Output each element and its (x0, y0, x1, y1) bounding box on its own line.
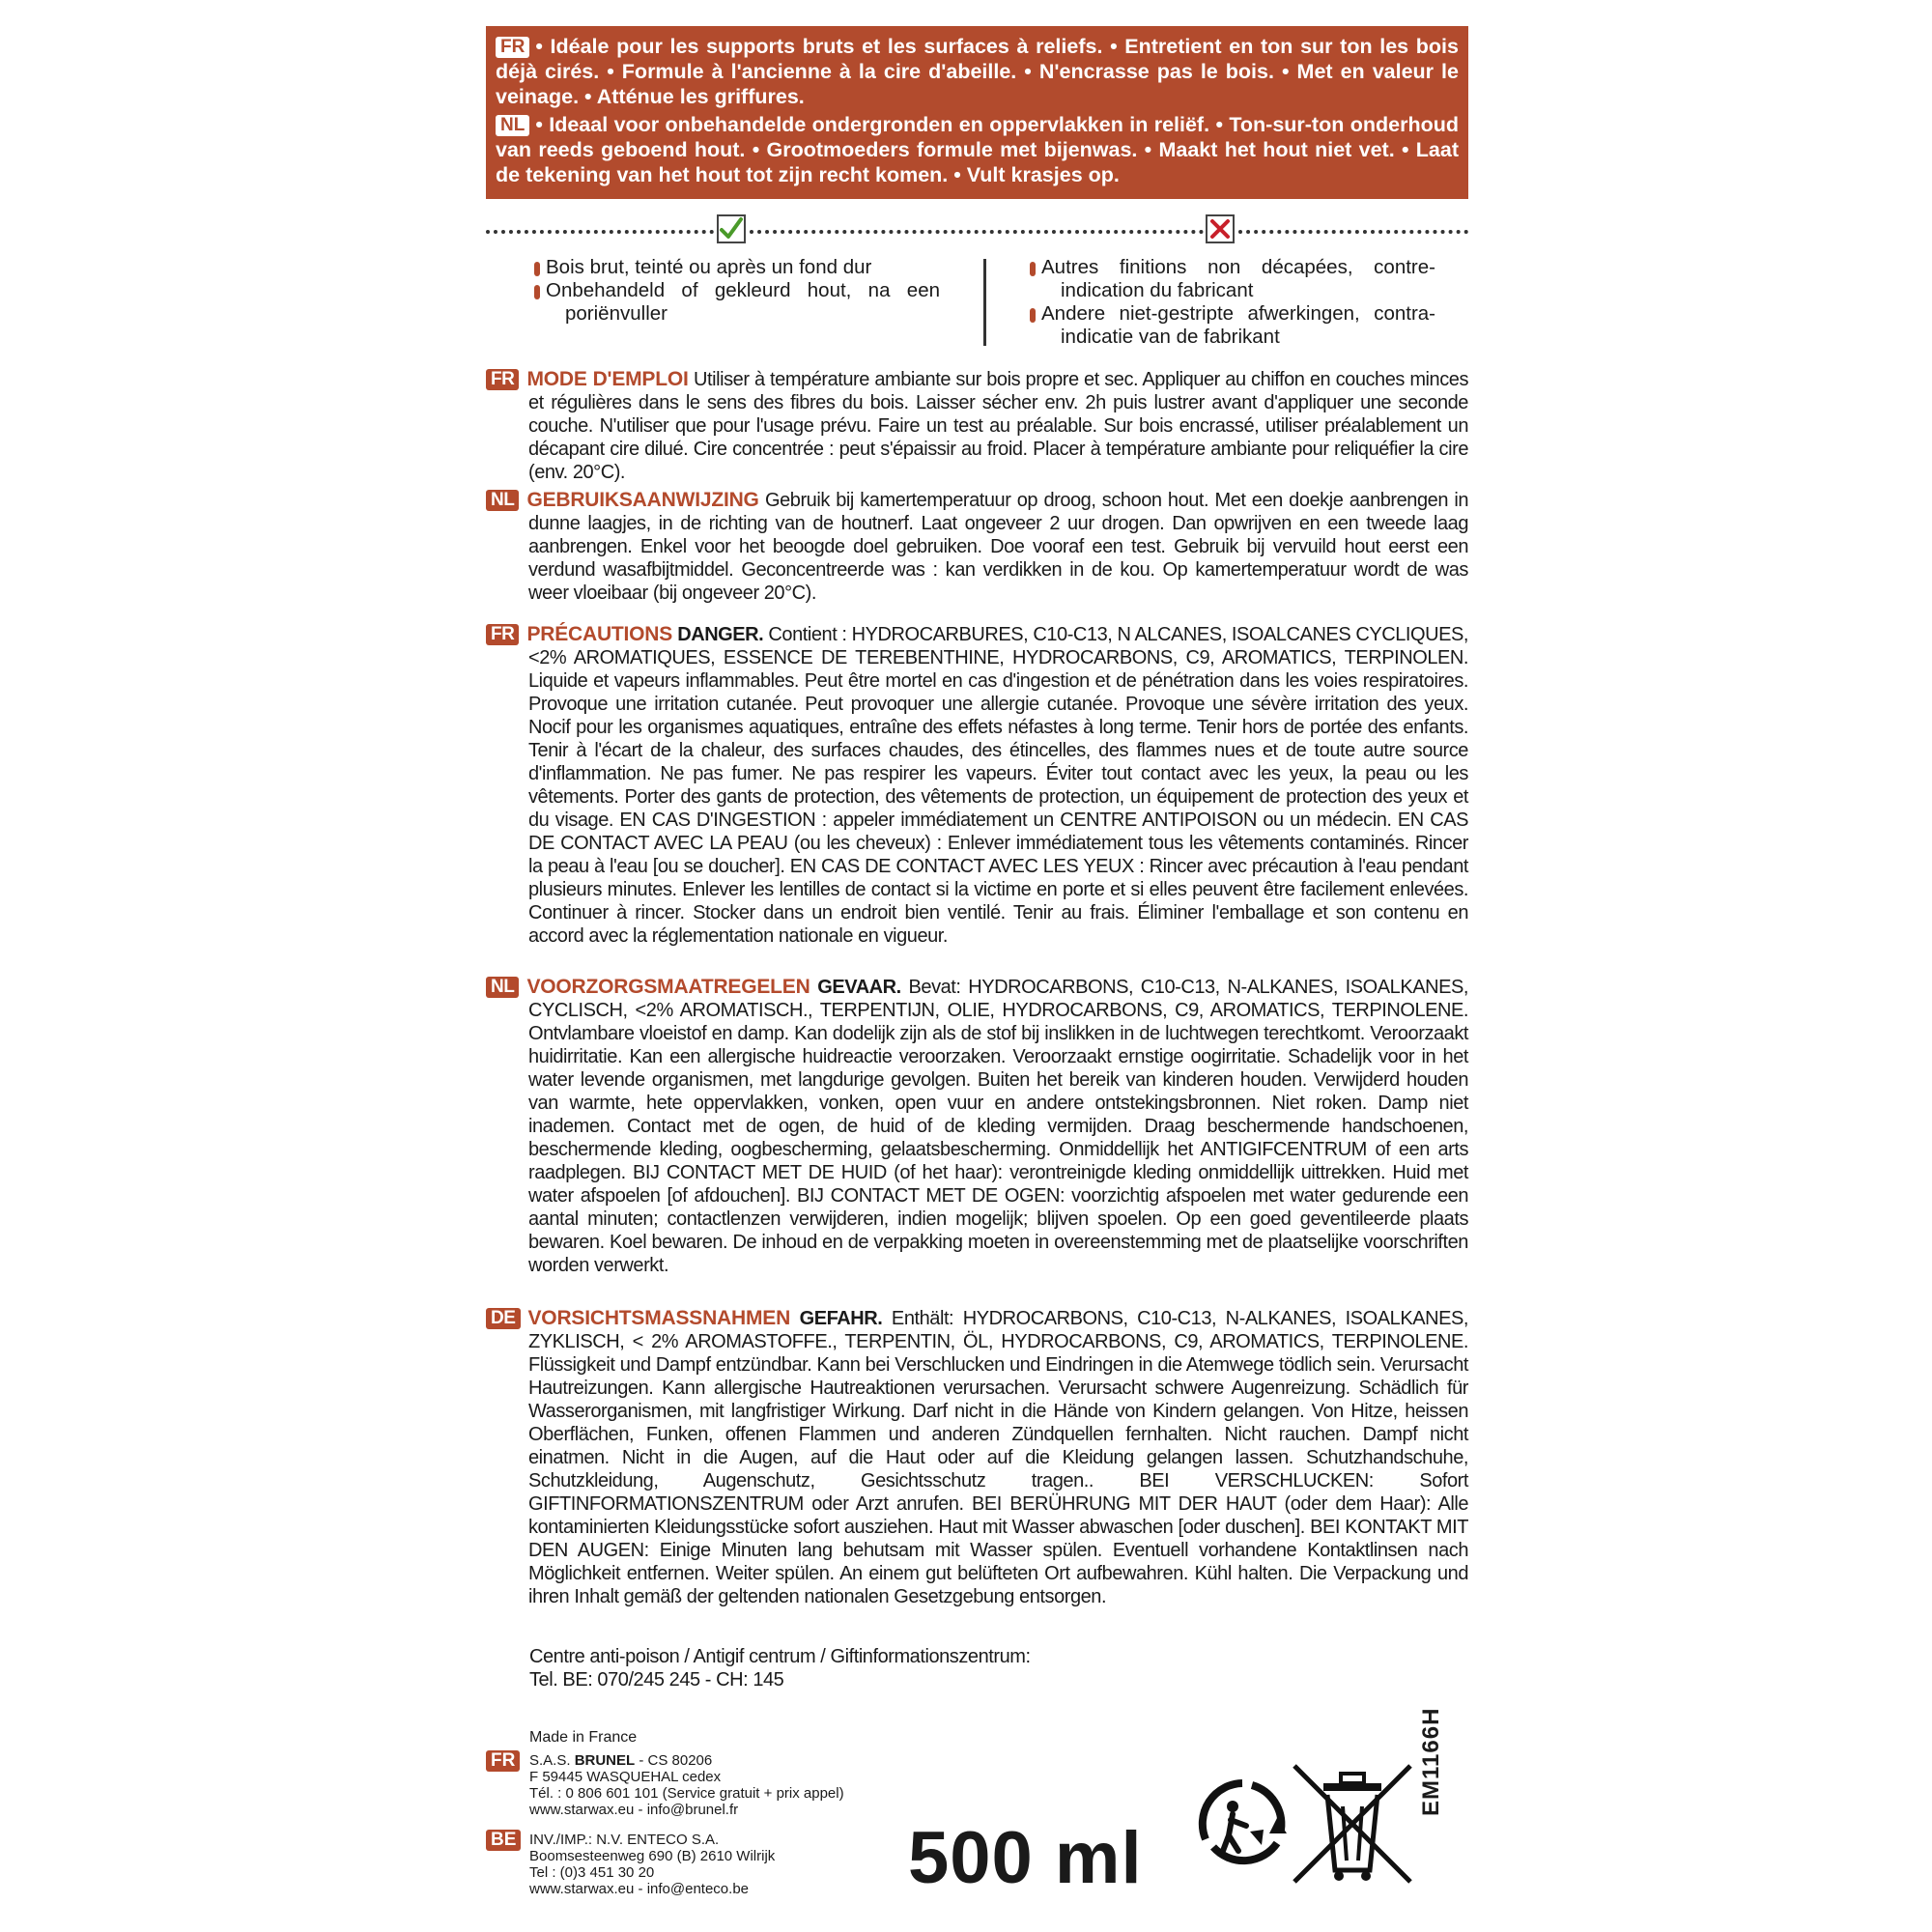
fr-company-name: BRUNEL (574, 1752, 636, 1769)
precautions-fr-text: Contient : HYDROCARBURES, C10-C13, N ALCANES, ISOALCANES CYCLIQUES, <2% AROMATIQUES, ESSENCE DE TEREBENTHINE, HYDROCARBONS, C9, AROMATICS, TERPINOLEN. Liquide et vapeurs inflammables. Peut être mortel en cas d'ingestion et de pénétration dans les voies respiratoires. Provoque une irritation cutanée. Peut provoquer une allergie cutanée. Provoque une sévère irritation des yeux. Nocif pour les organismes aquatiques, entraîne des effets néfastes à long terme. Tenir hors de portée des enfants. Tenir à l'écart de la chaleur, des surfaces chaudes, des étincelles, des flammes nues et de toute autre source d'inflammation. Ne pas fumer. Ne pas respirer les vapeurs. Éviter tout contact avec les yeux, la peau ou les vêtements. Porter des gants de protection, des vêtements de protection, un équipement de protection des yeux et du visage. EN CAS D'INGESTION : appeler immédiatement un CENTRE ANTIPOISON ou un médecin. EN CAS DE CONTACT AVEC LA PEAU (ou les cheveux) : Enlever immédiatement tous les vêtements contaminés. Rincer la peau à l'eau [ou se doucher]. EN CAS DE CONTACT AVEC LES YEUX : Rincer avec précaution à l'eau pendant plusieurs minutes. Enlever les lentilles de contact si la victime en porte et si elles peuvent être facilement enlevées. Continuer à rincer. Stocker dans un endroit bien ventilé. Tenir au frais. Éliminer l'emballage et son contenu en accord avec la réglementation nationale en vigueur. (528, 624, 1468, 947)
checkmark-icon (717, 214, 746, 243)
unsuitable-fr-text: Autres finitions non décapées, contre-indication du fabricant (1041, 256, 1435, 301)
usage-fr (486, 368, 1468, 484)
lang-badge-be: BE (486, 1830, 521, 1851)
dotted-divider (750, 230, 1204, 234)
suitable-nl-text: Onbehandeld of gekleurd hout, na een poriënvuller (546, 279, 940, 325)
lang-badge-nl: NL (496, 115, 529, 136)
unsuitable-fr (1002, 256, 1435, 302)
product-code: EM1166H (1418, 1707, 1444, 1816)
suitable-column (506, 256, 940, 326)
section-heading: PRÉCAUTIONS (526, 623, 673, 645)
lang-badge-fr: FR (486, 1750, 520, 1772)
lang-badge-nl: NL (486, 490, 519, 511)
fr-web: www.starwax.eu - info@brunel.fr (529, 1802, 739, 1818)
usage-nl-text: Gebruik bij kamertemperatuur op droog, schoon hout. Met een doekje aanbrengen in dunne laagjes, in de richting van de houtnerf. Laat ongeveer 2 uur drogen. Dan opwrijven en een tweede laag aanbrengen. Enkel voor het beoogde doel gebruiken. Doe vooraf een test. Gebruik bij vervuild hout eerst een verdund wasafbijtmiddel. Geconcentreerde was : kan verdikken in de kou. Op kamertemperatuur wordt de was weer vloeibaar (bij ongeveer 20°C). (528, 490, 1468, 604)
be-phone: Tel : (0)3 451 30 20 (529, 1864, 655, 1881)
unsuitable-nl (1002, 302, 1435, 349)
precautions-de (486, 1307, 1468, 1608)
fr-phone: Tél. : 0 806 601 101 (Service gratuit + prix appel) (529, 1785, 844, 1802)
be-company-block (529, 1832, 775, 1897)
lang-badge-fr: FR (486, 624, 519, 645)
lang-badge-fr: FR (486, 369, 519, 390)
fr-address: F 59445 WASQUEHAL cedex (529, 1769, 722, 1785)
benefits-fr-text: • Idéale pour les supports bruts et les surfaces à reliefs. • Entretient en ton sur ton les bois déjà cirés. • Formule à l'ancienne à la cire d'abeille. • N'encrasse pas le bois. • Met en valeur le veinage. • Atténue les griffures. (496, 35, 1459, 108)
poison-center-line1: Centre anti-poison / Antigif centrum / Giftinformationszentrum: (529, 1646, 1031, 1667)
fr-company-suffix: - CS 80206 (635, 1752, 713, 1769)
section-heading: VOORZORGSMAATREGELEN (526, 976, 810, 998)
usage-fr-text: Utiliser à température ambiante sur bois propre et sec. Appliquer au chiffon en couches minces et régulières dans le sens des fibres du bois. Laisser sécher env. 2h puis lustrer avant d'appliquer une seconde couche. N'utiliser que pour l'usage prévu. Faire un test au préalable. Sur bois encrassé, utiliser préalablement un décapant cire dilué. Cire concentrée : peut s'épaissir au froid. Placer à température ambiante pour reliquéfier la cire (env. 20°C). (528, 369, 1468, 483)
dotted-divider (486, 230, 714, 234)
precautions-nl (486, 976, 1468, 1277)
unsuitable-nl-text: Andere niet-gestripte afwerkingen, contra-indicatie van de fabrikant (1041, 302, 1435, 348)
lang-badge-nl: NL (486, 977, 519, 998)
poison-center (529, 1645, 1399, 1691)
cross-icon (1206, 214, 1235, 243)
lang-badge-fr: FR (496, 37, 529, 58)
lang-badge-de: DE (486, 1308, 521, 1329)
made-in-text: Made in France (529, 1729, 638, 1746)
volume-label: 500 ml (908, 1817, 1143, 1899)
lang-badge-nl: NL (534, 285, 540, 299)
section-heading: VORSICHTSMASSNAHMEN (527, 1307, 791, 1329)
dotted-divider (1238, 230, 1468, 234)
poison-center-line2: Tel. BE: 070/245 245 - CH: 145 (529, 1669, 784, 1690)
benefits-banner (486, 26, 1468, 199)
made-in (529, 1729, 637, 1746)
lang-badge-fr: FR (534, 262, 540, 276)
be-address: Boomsesteenweg 690 (B) 2610 Wilrijk (529, 1848, 776, 1864)
crossed-bin-icon (1285, 1756, 1420, 1891)
precautions-fr (486, 623, 1468, 948)
section-heading: GEBRUIKSAANWIJZING (526, 489, 759, 511)
column-divider (983, 259, 986, 346)
benefits-nl (496, 112, 1459, 187)
be-web: www.starwax.eu - info@enteco.be (529, 1881, 749, 1897)
recycle-tidyman-icon (1194, 1776, 1291, 1872)
lang-badge-fr: FR (1030, 262, 1036, 276)
signal-word: GEVAAR. (810, 977, 901, 998)
signal-word: DANGER. (672, 624, 764, 645)
suitable-fr-text: Bois brut, teinté ou après un fond dur (546, 256, 872, 278)
lang-badge-nl: NL (1030, 308, 1036, 323)
suitable-fr (506, 256, 940, 279)
benefits-fr (496, 34, 1459, 109)
be-company: INV./IMP.: N.V. ENTECO S.A. (529, 1832, 720, 1848)
suitable-nl (506, 279, 940, 326)
signal-word: GEFAHR. (790, 1308, 883, 1329)
section-heading: MODE D'EMPLOI (526, 368, 689, 390)
fr-company-prefix: S.A.S. (529, 1752, 575, 1769)
fr-company (529, 1752, 844, 1769)
precautions-de-text: Enthält: HYDROCARBONS, C10-C13, N-ALKANES, ISOALKANES, ZYKLISCH, < 2% AROMASTOFFE., TERPENTIN, ÖL, HYDROCARBONS, C9, AROMATICS, TERPINOLENE. Flüssigkeit und Dampf entzündbar. Kann bei Verschlucken und Eindringen in die Atemwege tödlich sein. Verursacht Hautreizungen. Kann allergische Hautreaktionen verursachen. Verursacht schwere Augenreizung. Schädlich für Wasserorganismen, mit langfristiger Wirkung. Darf nicht in die Hände von Kindern gelangen. Von Hitze, heissen Oberflächen, Funken, offenen Flammen und anderen Zündquellen fernhalten. Nicht rauchen. Dampf nicht einatmen. Nicht in die Augen, auf die Haut oder auf die Kleidung gelangen lassen. Schutzhandschuhe, Schutzkleidung, Augenschutz, Gesichtsschutz tragen.. BEI VERSCHLUCKEN: Sofort GIFTINFORMATIONSZENTRUM oder Arzt anrufen. BEI BERÜHRUNG MIT DER HAUT (oder dem Haar): Alle kontaminierten Kleidungsstücke sofort ausziehen. Haut mit Wasser abwaschen [oder duschen]. BEI KONTAKT MIT DEN AUGEN: Einige Minuten lang behutsam mit Wasser spülen. Eventuell vorhandene Kontaktlinsen nach Möglichkeit entfernen. Weiter spülen. An einem gut belüfteten Ort aufbewahren. Kühl halten. Die Verpackung und ihren Inhalt gemäß der geltenden nationalen Gesetzgebung entsorgen. (528, 1308, 1468, 1607)
unsuitable-column (1002, 256, 1435, 349)
benefits-nl-text: • Ideaal voor onbehandelde ondergronden en oppervlakken in reliëf. • Ton-sur-ton onderhoud van reeds geboend hout. • Grootmoeders formule met bijenwas. • Maakt het hout niet vet. • Laat de tekening van het hout tot zijn recht komen. • Vult krasjes op. (496, 113, 1459, 186)
precautions-nl-text: Bevat: HYDROCARBONS, C10-C13, N-ALKANES, ISOALKANES, CYCLISCH, <2% AROMATISCH., TERPENTIJN, OLIE, HYDROCARBONS, C9, AROMATICS, TERPINOLENE. Ontvlambare vloeistof en damp. Kan dodelijk zijn als de stof bij inslikken in de luchtwegen terechtkomt. Veroorzaakt huidirritatie. Kan een allergische huidreactie veroorzaken. Veroorzaakt ernstige oogirritatie. Schadelijk voor in het water levende organismen, met langdurige gevolgen. Buiten het bereik van kinderen houden. Verwijderd houden van warmte, hete oppervlakken, vonken, open vuur en andere ontstekingsbronnen. Niet roken. Damp niet inademen. Contact met de ogen, de huid of de kleding vermijden. Draag beschermende handschoenen, beschermende kleding, oogbescherming, gelaatsbescherming. Onmiddellijk het ANTIGIFCENTRUM of een arts raadplegen. BIJ CONTACT MET DE HUID (of het haar): verontreinigde kleding onmiddellijk uittrekken. Huid met water afspoelen [of afdouchen]. BIJ CONTACT MET DE OGEN: voorzichtig afspoelen met water gedurende een aantal minuten; contactlenzen verwijderen, indien mogelijk; blijven spoelen. Op een goed geventileerde plaats bewaren. Koel bewaren. De inhoud en de verpakking moeten in overeenstemming met de plaatselijke voorschriften worden verwerkt. (528, 977, 1468, 1276)
usage-nl (486, 489, 1468, 605)
fr-company-block (529, 1752, 844, 1818)
